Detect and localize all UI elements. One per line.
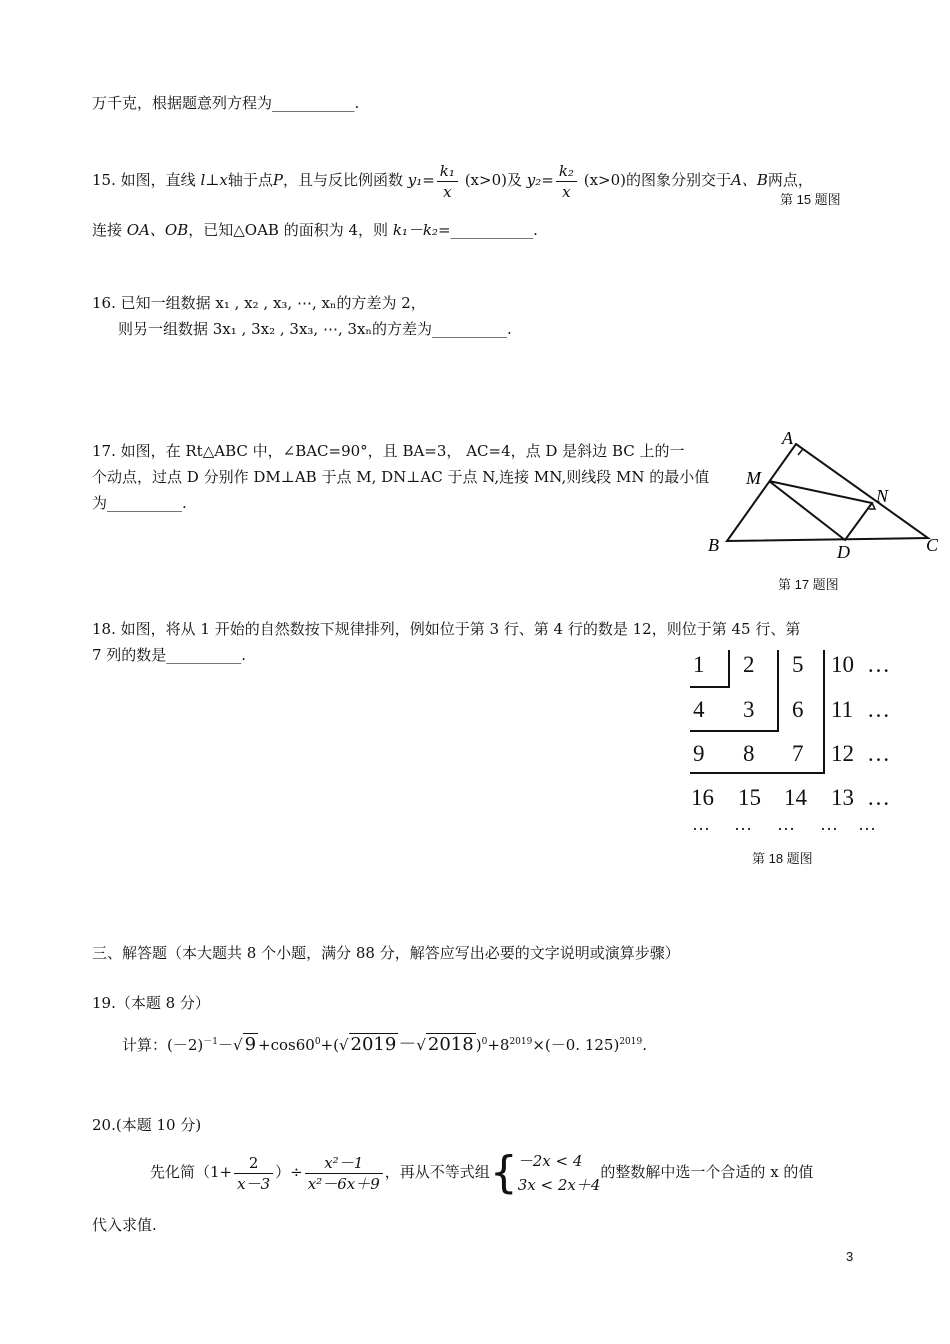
page-number: 3 <box>846 1249 854 1264</box>
sqrt-radicand: 2018 <box>427 1034 474 1055</box>
q19-part: － <box>217 1036 233 1054</box>
number-grid <box>688 648 898 838</box>
grid-cell: 14 <box>784 785 807 810</box>
grid-cell: … <box>867 652 890 677</box>
brace-icon: { <box>489 1147 518 1198</box>
grid-line <box>690 686 730 688</box>
q17-line1: 17. 如图，在 Rt△ABC 中，∠BAC=90°，且 BA=3， AC=4，点 D 是斜边 BC 上的一 <box>92 442 685 460</box>
right-angle-mark-a <box>796 444 803 455</box>
k2-over-x <box>556 161 577 202</box>
q16-line2: 则另一组数据 3x₁ , 3x₂ , 3x₃, ⋯, 3xₙ的方差为__________. <box>118 320 512 338</box>
q19-part: ×(－0. 125) <box>532 1036 620 1054</box>
q20-expression <box>150 1146 813 1198</box>
q15-number: 15. <box>92 171 116 189</box>
q19-part: +( <box>320 1036 339 1054</box>
q19-part: － <box>398 1034 417 1055</box>
grid-cell: 10 <box>831 652 854 677</box>
q15-text: 轴于点 <box>227 171 273 189</box>
q18-caption: 第 18 题图 <box>752 851 813 866</box>
q17-caption: 第 17 题图 <box>778 577 839 592</box>
q17-line3: 为__________. <box>92 494 187 512</box>
q15-caption: 第 15 题图 <box>780 192 841 207</box>
x-axis-label: x <box>219 171 228 189</box>
q18-line2: 7 列的数是__________. <box>92 646 247 664</box>
line-l-label: l <box>200 171 206 189</box>
denominator: x²－6x＋9 <box>307 1174 380 1193</box>
q15-text: 的图象分别交于 <box>626 171 732 189</box>
grid-cell: 7 <box>792 741 804 766</box>
grid-cell: … <box>777 814 795 834</box>
grid-cell: 2 <box>743 652 755 677</box>
grid-cell: 3 <box>743 697 755 722</box>
q20-part: 先化简（1+ <box>150 1163 233 1181</box>
grid-cell: … <box>867 785 890 810</box>
y1-label: y₁= <box>407 171 435 189</box>
exponent: 0 <box>481 1037 488 1047</box>
sqrt-radicand: 9 <box>244 1034 257 1055</box>
triangle-figure <box>700 420 950 570</box>
grid-line <box>690 772 825 774</box>
q15-line2 <box>92 219 538 240</box>
inequality-system <box>518 1149 601 1197</box>
fraction-quadratic <box>305 1153 383 1194</box>
domain-condition: (x>0) <box>583 171 626 189</box>
inequality: －2x < 4 <box>517 1152 583 1170</box>
q20-part: ）÷ <box>275 1163 303 1181</box>
q15-text: 及 <box>506 171 522 189</box>
q15-line1 <box>92 158 813 202</box>
k2-numerator: k₂ <box>556 161 577 182</box>
answer-blank: ___________. <box>450 221 538 239</box>
sqrt-radicand: 2019 <box>350 1034 397 1055</box>
q17-line2: 个动点，过点 D 分别作 DM⊥AB 于点 M, DN⊥AC 于点 N,连接 MN,则线段 MN 的最小值 <box>92 468 710 486</box>
grid-cell: 13 <box>831 785 854 810</box>
q20-part: 的整数解中选一个合适的 x 的值 <box>600 1163 814 1181</box>
label-m: M <box>746 468 761 488</box>
oa-ob-label: OA、OB <box>126 221 189 239</box>
q20-line2: 代入求值. <box>92 1216 157 1234</box>
grid-cell: 12 <box>831 741 854 766</box>
q15-text: ，且与反比例函数 <box>282 171 403 189</box>
denominator: x－3 <box>237 1174 271 1193</box>
grid-cell: 5 <box>792 652 804 677</box>
q15-text: ，已知△OAB 的面积为 4，则 <box>188 221 389 239</box>
q18-line1: 18. 如图，将从 1 开始的自然数按下规律排列，例如位于第 3 行、第 4 行的数是 12，则位于第 45 行、第 <box>92 620 801 638</box>
q19-part: . <box>642 1036 648 1054</box>
q15-text: 连接 <box>92 221 123 239</box>
grid-cell: 11 <box>831 697 854 722</box>
exponent: 2019 <box>509 1037 533 1047</box>
point-p-label: P <box>272 171 283 189</box>
section-heading: 三、解答题（本大题共 8 个小题，满分 88 分，解答应写出必要的文字说明或演算步骤） <box>92 944 680 962</box>
grid-cell: 4 <box>693 697 705 722</box>
grid-cell: 6 <box>792 697 804 722</box>
grid-cell: 15 <box>738 785 761 810</box>
points-ab-label: A、B <box>731 171 768 189</box>
grid-cell: 16 <box>691 785 714 810</box>
grid-cell: … <box>692 814 710 834</box>
q15-text: 如图，直线 <box>120 171 196 189</box>
k-difference: k₁－k₂= <box>392 221 451 239</box>
q19-header: 19.（本题 8 分） <box>92 994 210 1012</box>
grid-cell: … <box>734 814 752 834</box>
continued-question-line: 万千克，根据题意列方程为___________. <box>92 94 360 112</box>
grid-line <box>823 650 825 774</box>
q16-line1: 16. 已知一组数据 x₁ , x₂ , x₃, ⋯, xₙ的方差为 2， <box>92 294 426 312</box>
grid-cell: … <box>867 741 890 766</box>
y2-label: y₂= <box>526 171 554 189</box>
grid-line <box>728 650 730 688</box>
exponent: 2019 <box>619 1037 643 1047</box>
q19-part: 计算：(－2) <box>122 1036 204 1054</box>
grid-line <box>690 730 779 732</box>
q15-text: 两点， <box>767 171 813 189</box>
rectangle-mdn <box>769 481 872 540</box>
k1-numerator: k₁ <box>437 161 458 182</box>
x-denominator: x <box>443 182 452 201</box>
label-c: C <box>926 535 939 555</box>
q19-part: +cos60 <box>258 1036 315 1054</box>
label-d: D <box>837 542 850 562</box>
label-n: N <box>876 486 889 506</box>
grid-line <box>777 650 779 732</box>
q20-header: 20.(本题 10 分) <box>92 1116 202 1134</box>
inequality: 3x < 2x＋4 <box>517 1176 601 1194</box>
label-b: B <box>708 535 719 555</box>
domain-condition: (x>0) <box>464 171 507 189</box>
k1-over-x <box>437 161 458 202</box>
perp-symbol: ⊥ <box>205 171 220 189</box>
q19-expression: 计算：$(-2)^{-1}-√$ $9 +\cos 60^0+(√$ 2019 －√ 2018 )$^0+8^{2019}\times(-0$. 125)$^{2019}$. <box>122 1034 648 1055</box>
grid-cell: … <box>858 814 876 834</box>
numerator: x²－1 <box>305 1153 383 1174</box>
grid-cell: 1 <box>693 652 705 677</box>
numerator: 2 <box>234 1153 273 1174</box>
q20-part: ，再从不等式组 <box>384 1163 490 1181</box>
grid-cell: … <box>867 697 890 722</box>
q19-part: ) <box>475 1036 482 1054</box>
label-a: A <box>782 428 793 448</box>
q19-part: +8 <box>487 1036 510 1054</box>
fraction-2-over-x-3 <box>234 1153 273 1194</box>
exponent: 0 <box>314 1037 321 1047</box>
grid-cell: 9 <box>693 741 705 766</box>
x-denominator: x <box>562 182 571 201</box>
grid-cell: … <box>820 814 838 834</box>
exponent: －1 <box>203 1037 218 1047</box>
grid-cell: 8 <box>743 741 755 766</box>
